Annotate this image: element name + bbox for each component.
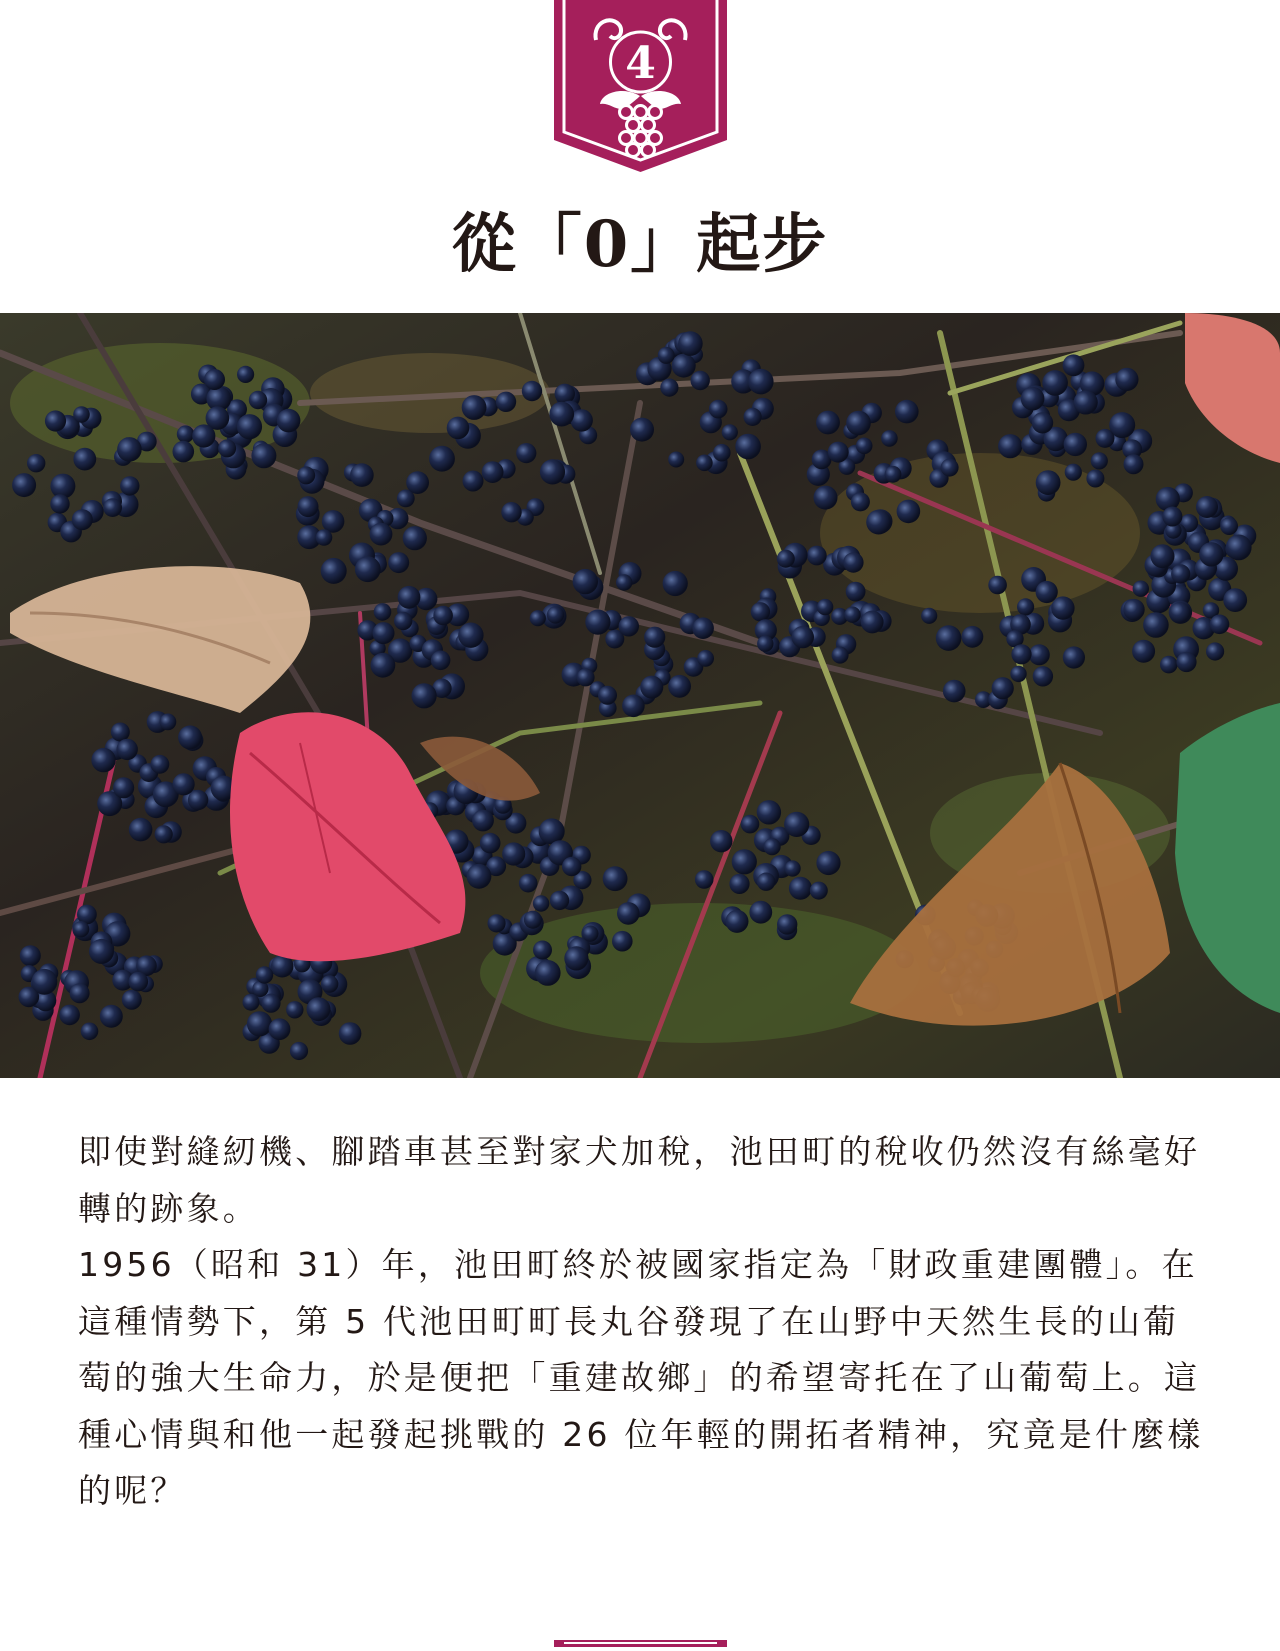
grape-berry xyxy=(547,606,564,623)
grape-berry xyxy=(370,523,393,546)
grape-berry xyxy=(316,529,333,546)
grape-berry xyxy=(1176,652,1196,672)
grape-berry xyxy=(785,860,801,876)
grape-berry xyxy=(501,502,521,522)
grape-berry xyxy=(480,833,501,854)
grape-berry xyxy=(658,347,675,364)
grape-berry xyxy=(533,895,549,911)
grape-berry xyxy=(192,424,215,447)
grape-berry xyxy=(585,610,610,635)
grape-berry xyxy=(678,331,703,356)
grape-berry xyxy=(789,877,812,900)
grape-berry xyxy=(237,366,254,383)
grape-berry xyxy=(73,921,89,937)
grape-berry xyxy=(502,842,525,865)
grape-berry xyxy=(100,1005,123,1028)
grape-berry xyxy=(668,452,684,468)
grape-berry xyxy=(462,395,487,420)
grape-berry xyxy=(249,391,267,409)
grape-berry xyxy=(962,626,984,648)
grape-berry xyxy=(1074,390,1098,414)
grape-berry xyxy=(1011,644,1031,664)
grape-berry xyxy=(895,400,919,424)
grape-berry xyxy=(549,402,574,427)
grape-berry xyxy=(1169,602,1190,623)
grape-berry xyxy=(286,1001,303,1018)
grape-berry xyxy=(129,818,153,842)
grape-berry xyxy=(1199,542,1223,566)
grape-berry xyxy=(178,725,202,749)
grape-berry xyxy=(846,582,866,602)
grape-berry xyxy=(644,627,665,648)
grape-berry xyxy=(550,891,569,910)
grape-berry xyxy=(749,901,772,924)
grape-berry xyxy=(748,369,774,395)
grape-berry xyxy=(617,902,640,925)
grape-berry xyxy=(117,437,142,462)
grape-berry xyxy=(129,972,149,992)
grape-berry xyxy=(298,496,319,517)
badge-edge-icon xyxy=(554,1640,727,1647)
chapter-number: 4 xyxy=(625,38,656,89)
grape-berry xyxy=(403,526,427,550)
grape-berry xyxy=(1220,517,1238,535)
grape-berry xyxy=(117,739,138,760)
grape-berry xyxy=(630,418,654,442)
grape-berry xyxy=(1223,588,1247,612)
grape-berry xyxy=(431,651,451,671)
grape-berry xyxy=(726,910,749,933)
grape-berry xyxy=(709,400,728,419)
grape-berry xyxy=(472,810,494,832)
grape-berry xyxy=(1132,640,1155,663)
grape-berry xyxy=(1010,666,1026,682)
grape-berry xyxy=(695,870,714,889)
grape-berry xyxy=(697,650,714,667)
grape-berry xyxy=(463,471,484,492)
grape-berry xyxy=(668,675,691,698)
grape-berry xyxy=(533,941,552,960)
grape-berry xyxy=(173,441,195,463)
grape-berry xyxy=(732,849,757,874)
grape-berry xyxy=(1065,464,1082,481)
grape-berry xyxy=(856,438,873,455)
grape-berry xyxy=(488,914,506,932)
grape-berry xyxy=(73,448,96,471)
grape-berry xyxy=(482,461,504,483)
next-chapter-badge-edge xyxy=(554,1632,727,1639)
grape-berry xyxy=(1017,598,1034,615)
grape-berry xyxy=(1210,615,1230,635)
grape-berry xyxy=(218,439,236,457)
grape-berry xyxy=(307,997,331,1021)
grape-berry xyxy=(792,626,814,648)
grape-berry xyxy=(764,838,781,855)
grape-berry xyxy=(519,874,538,893)
grape-berry xyxy=(73,406,90,423)
grape-berry xyxy=(297,466,315,484)
grape-berry xyxy=(577,668,595,686)
grape-berry xyxy=(777,550,795,568)
grape-berry xyxy=(256,966,273,983)
grape-berry xyxy=(936,625,962,651)
grape-berry xyxy=(237,414,262,439)
grape-berry xyxy=(70,983,90,1003)
grape-berry xyxy=(1036,470,1061,495)
grape-berry xyxy=(269,1018,291,1040)
grape-berry xyxy=(564,946,588,970)
grape-berry xyxy=(741,815,760,834)
grape-berry xyxy=(1086,470,1104,488)
grape-berry xyxy=(573,569,598,594)
grape-berry xyxy=(113,777,134,798)
grape-berry xyxy=(535,960,561,986)
grape-berry xyxy=(81,1023,99,1041)
grape-berry xyxy=(851,492,870,511)
grape-berry xyxy=(1063,646,1085,668)
grape-berry xyxy=(1063,354,1085,376)
grape-berry xyxy=(619,616,639,636)
grape-berry xyxy=(612,931,633,952)
grape-berry xyxy=(388,552,409,573)
grape-berry xyxy=(1064,433,1087,456)
grape-berry xyxy=(1033,666,1053,686)
grape-berry xyxy=(12,473,36,497)
grape-berry xyxy=(744,408,762,426)
grape-berry xyxy=(188,790,208,810)
grape-berry xyxy=(540,459,565,484)
grape-berry xyxy=(160,714,177,731)
grape-berry xyxy=(91,748,115,772)
grape-berry xyxy=(89,939,114,964)
grape-berry xyxy=(777,914,797,934)
grape-berry xyxy=(1196,496,1218,518)
grape-berry xyxy=(1143,612,1169,638)
grape-berry xyxy=(173,773,195,795)
grape-berry xyxy=(412,683,437,708)
grape-berry xyxy=(1036,581,1058,603)
grape-berry xyxy=(27,454,45,472)
grape-berry xyxy=(1133,581,1149,597)
grape-berry xyxy=(757,636,773,652)
grape-berry xyxy=(1151,544,1175,568)
grape-berry xyxy=(1051,596,1074,619)
paragraph-2: 1956（昭和 31）年，池田町終於被國家指定為「財政重建團體」。在這種情勢下，第 5 代池田町町長丸谷發現了在山野中天然生長的山葡萄的強大生命力，於是便把「重建故鄉」的希望寄托在了山葡萄上。這種心情與和他一起發起挑戰的 26 位年輕的開拓者精神，究竟是什麼樣的呢？ xyxy=(78,1245,1204,1510)
grape-berry xyxy=(72,509,93,530)
page-title: 從「0」起步 xyxy=(451,207,829,282)
grape-berry xyxy=(398,586,421,609)
grape-berry xyxy=(321,975,339,993)
grape-berry xyxy=(59,1005,80,1026)
grape-berry xyxy=(122,990,142,1010)
grape-berry xyxy=(530,610,546,626)
grape-berry xyxy=(1091,452,1108,469)
grape-berry xyxy=(729,874,749,894)
grape-berry xyxy=(832,647,849,664)
grape-berry xyxy=(1042,370,1068,396)
grape-berry xyxy=(277,409,301,433)
grape-berry xyxy=(204,369,225,390)
chapter-badge xyxy=(554,0,727,172)
grape-berry xyxy=(943,680,966,703)
grape-berry xyxy=(722,424,738,440)
grape-berry xyxy=(1115,368,1138,391)
grape-berry xyxy=(1160,656,1178,674)
grape-berry xyxy=(844,607,860,623)
grape-berry xyxy=(1162,507,1182,527)
grape-berry xyxy=(373,622,395,644)
grape-berry xyxy=(616,574,632,590)
grape-berry xyxy=(1029,644,1050,665)
grape-berry xyxy=(710,830,732,852)
grape-berry xyxy=(429,446,455,472)
grape-berry xyxy=(321,558,347,584)
grape-berry xyxy=(350,463,374,487)
grape-berry xyxy=(885,466,902,483)
grape-berry xyxy=(433,606,453,626)
grape-berry xyxy=(751,602,770,621)
grape-berry xyxy=(817,599,833,615)
wild-mountain-grapes-photo-icon xyxy=(0,313,1280,1078)
grape-berry xyxy=(394,612,412,630)
grape-berry xyxy=(1206,642,1224,660)
grape-berry xyxy=(881,430,898,447)
grape-berry xyxy=(622,695,645,718)
grape-berry xyxy=(861,611,884,634)
grape-berry xyxy=(120,476,139,495)
grape-berry xyxy=(339,1022,362,1045)
grape-berry xyxy=(1032,412,1053,433)
grape-berry xyxy=(374,603,392,621)
grape-berry xyxy=(735,434,761,460)
grape-berry xyxy=(355,556,381,582)
grape-berry xyxy=(941,459,959,477)
grape-berry xyxy=(582,926,598,942)
grape-badge-icon xyxy=(554,0,727,172)
wild-grapes-photo xyxy=(0,313,1280,1078)
grape-berry xyxy=(516,443,536,463)
grape-berry xyxy=(692,617,714,639)
grape-berry xyxy=(784,812,809,837)
grape-berry xyxy=(458,623,483,648)
grape-berry xyxy=(111,723,130,742)
grape-berry xyxy=(672,354,696,378)
grape-berry xyxy=(757,800,781,824)
grape-berry xyxy=(562,857,581,876)
grape-berry xyxy=(247,1011,272,1036)
grape-berry xyxy=(290,1042,308,1060)
grape-berry xyxy=(371,653,396,678)
grape-berry xyxy=(992,677,1014,699)
grape-berry xyxy=(20,945,41,966)
grape-berry xyxy=(696,455,713,472)
body-text xyxy=(78,1124,1208,1520)
grape-berry xyxy=(828,442,849,463)
grape-berry xyxy=(640,676,663,699)
grape-berry xyxy=(103,498,122,517)
grape-berry xyxy=(810,882,828,900)
grape-berry xyxy=(757,873,775,891)
grape-berry xyxy=(467,864,492,889)
grape-berry xyxy=(524,911,542,929)
grape-berry xyxy=(998,434,1022,458)
grape-berry xyxy=(1096,429,1115,448)
grape-berry xyxy=(660,379,678,397)
grape-berry xyxy=(816,851,840,875)
grape-berry xyxy=(496,392,516,412)
grape-berry xyxy=(843,552,863,572)
grape-berry xyxy=(522,381,542,401)
grape-berry xyxy=(1226,535,1252,561)
grape-berry xyxy=(807,546,827,566)
grape-berry xyxy=(603,866,628,891)
grape-berry xyxy=(251,443,276,468)
grape-berry xyxy=(243,994,260,1011)
grape-berry xyxy=(988,576,1007,595)
grape-berry xyxy=(713,444,731,462)
grape-berry xyxy=(846,411,871,436)
grape-berry xyxy=(151,755,170,774)
grape-berry xyxy=(897,500,921,524)
grape-berry xyxy=(691,371,710,390)
grape-berry xyxy=(50,494,69,513)
grape-berry xyxy=(598,686,617,705)
grape-berry xyxy=(1123,599,1144,620)
grape-berry xyxy=(261,994,280,1013)
grape-berry xyxy=(663,571,688,596)
grape-berry xyxy=(177,425,194,442)
grape-berry xyxy=(155,825,173,843)
paragraph-1: 即使對縫紉機、腳踏車甚至對家犬加稅，池田町的稅收仍然沒有絲毫好轉的跡象。 xyxy=(78,1132,1201,1228)
grape-berry xyxy=(406,471,429,494)
grape-berry xyxy=(1171,564,1190,583)
grape-berry xyxy=(447,417,470,440)
grape-berry xyxy=(816,411,840,435)
grape-berry xyxy=(866,510,891,535)
grape-berry xyxy=(32,969,58,995)
grape-berry xyxy=(921,608,937,624)
grape-berry xyxy=(1021,387,1045,411)
grape-berry xyxy=(45,410,66,431)
grape-berry xyxy=(814,486,838,510)
grape-berry xyxy=(1124,454,1144,474)
